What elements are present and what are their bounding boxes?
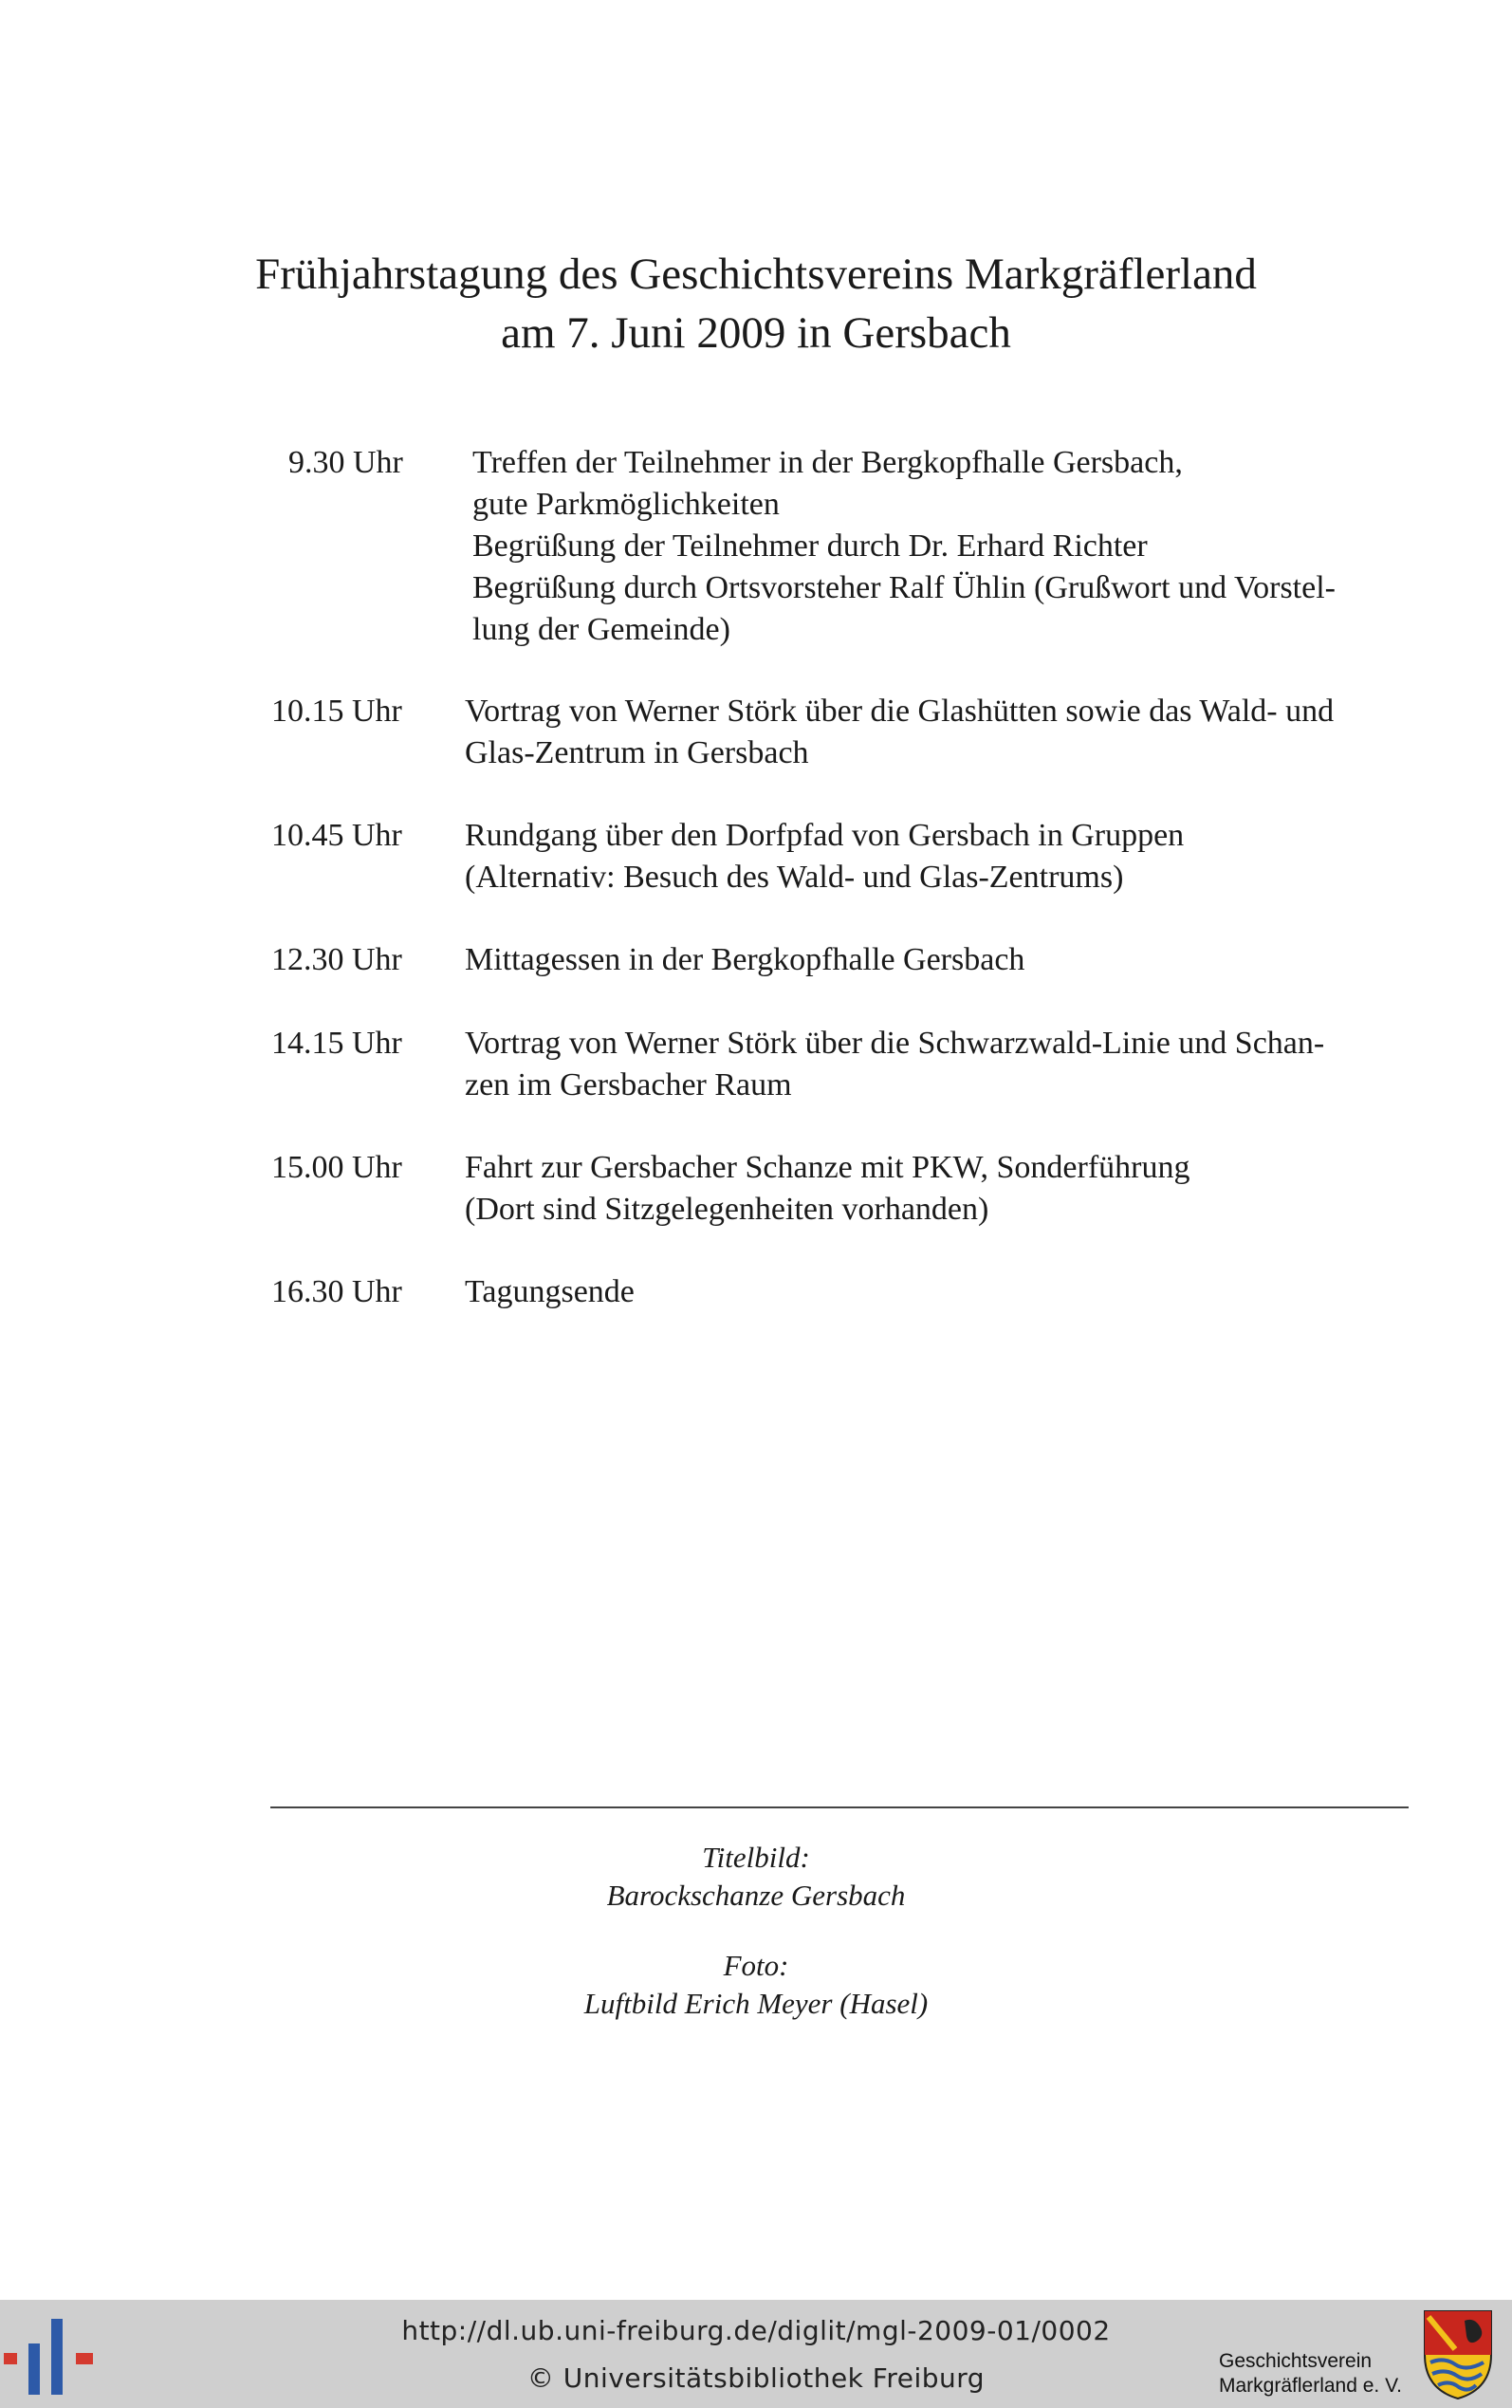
entry-line: Treffen der Teilnehmer in der Bergkopfhalle Gersbach, bbox=[472, 445, 1183, 480]
title-line-1: Frühjahrstagung des Geschichtsvereins Markgräflerland bbox=[255, 250, 1257, 299]
divider bbox=[270, 1806, 1409, 1808]
caption-foto-label: Foto: bbox=[723, 1949, 789, 1982]
entry-description bbox=[465, 939, 1024, 981]
society-line-2: Markgräflerland e. V. bbox=[1219, 2375, 1402, 2397]
photo-caption bbox=[0, 1947, 1512, 2023]
entry-line: (Alternativ: Besuch des Wald- und Glas-Zentrums) bbox=[465, 860, 1124, 895]
entry-line: (Dort sind Sitzgelegenheiten vorhanden) bbox=[465, 1192, 989, 1227]
entry-line: zen im Gersbacher Raum bbox=[465, 1067, 792, 1102]
entry-time: 12.30 Uhr bbox=[271, 942, 402, 977]
entry-line: Mittagessen in der Bergkopfhalle Gersbach bbox=[465, 942, 1025, 977]
entry-description bbox=[465, 1147, 1190, 1231]
footer-url[interactable]: http://dl.ub.uni-freiburg.de/diglit/mgl-2009-01/0002 bbox=[401, 2315, 1111, 2346]
footer-bar bbox=[0, 2300, 1512, 2408]
cover-caption bbox=[0, 1839, 1512, 1915]
title-line-2: am 7. Juni 2009 in Gersbach bbox=[501, 308, 1011, 358]
society-line-1: Geschichtsverein bbox=[1219, 2350, 1373, 2372]
entry-description bbox=[465, 691, 1334, 774]
entry-line: Begrüßung der Teilnehmer durch Dr. Erhard Richter bbox=[472, 528, 1148, 564]
footer-copyright: © Universitätsbibliothek Freiburg bbox=[526, 2362, 986, 2394]
caption-titelbild-value: Barockschanze Gersbach bbox=[606, 1879, 906, 1912]
caption-foto-value: Luftbild Erich Meyer (Hasel) bbox=[583, 1987, 929, 2020]
caption-titelbild-label: Titelbild: bbox=[702, 1841, 810, 1874]
entry-line: Glas-Zentrum in Gersbach bbox=[465, 735, 809, 770]
entry-line: lung der Gemeinde) bbox=[472, 612, 730, 647]
entry-time: 9.30 Uhr bbox=[288, 445, 403, 480]
entry-description bbox=[465, 815, 1184, 898]
entry-time: 16.30 Uhr bbox=[271, 1274, 402, 1309]
entry-description bbox=[472, 442, 1336, 651]
entry-line: Vortrag von Werner Störk über die Glashütten sowie das Wald- und bbox=[465, 694, 1335, 729]
society-name bbox=[1219, 2349, 1402, 2399]
entry-line: Begrüßung durch Ortsvorsteher Ralf Ühlin (Grußwort und Vorstel- bbox=[472, 570, 1336, 605]
entry-line: gute Parkmöglichkeiten bbox=[472, 487, 780, 522]
entry-line: Tagungsende bbox=[465, 1274, 635, 1309]
entry-line: Vortrag von Werner Störk über die Schwarzwald-Linie und Schan- bbox=[465, 1026, 1325, 1061]
entry-line: Rundgang über den Dorfpfad von Gersbach in Gruppen bbox=[465, 818, 1185, 853]
entry-time: 10.15 Uhr bbox=[271, 694, 402, 729]
coat-of-arms-icon bbox=[1421, 2307, 1495, 2400]
entry-time: 10.45 Uhr bbox=[271, 818, 402, 853]
entry-line: Fahrt zur Gersbacher Schanze mit PKW, Sonderführung bbox=[465, 1150, 1190, 1185]
entry-time: 15.00 Uhr bbox=[271, 1150, 402, 1185]
entry-description bbox=[465, 1271, 635, 1313]
page-title bbox=[0, 245, 1512, 362]
entry-description bbox=[465, 1023, 1324, 1106]
entry-time: 14.15 Uhr bbox=[271, 1026, 402, 1061]
